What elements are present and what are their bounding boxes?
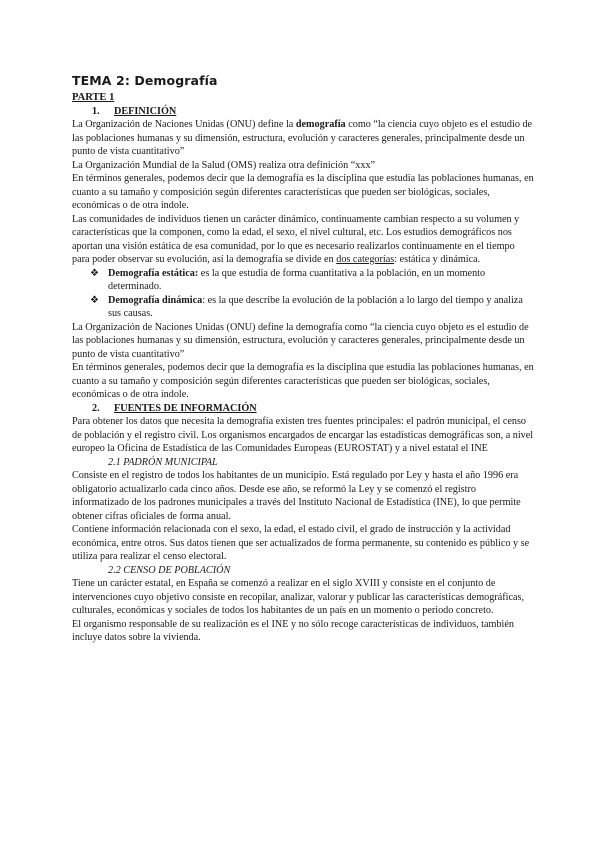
paragraph-general-terms-repeat: En términos generales, podemos decir que la demografía es la disciplina que estudia las poblaciones humanas, en cuanto a su tamaño y composición según diferentes características que pueden ser biológicas, sociales, económicas o de otra índole. [72,362,534,400]
part-heading: PARTE 1 [72,92,115,103]
paragraph-text: : estática y dinámica. [394,254,481,265]
bold-term: Demografía dinámica [108,294,203,306]
paragraph-onu-definition-repeat: La Organización de Naciones Unidas (ONU) define la demografía como “la ciencia cuyo objeto es el estudio de las poblaciones humanas y su dimensión, estructura, evolución y caracteres generales, principalmente desde un punto de vista cuantitativo” [72,321,529,360]
paragraph-censo-2: El organismo responsable de su realización es el INE y no sólo recoge características de individuos, también incluye datos sobre la vivienda. [72,618,514,643]
section-label: FUENTES DE INFORMACIÓN [114,402,257,414]
paragraph-sources: Para obtener los datos que necesita la demografía existen tres fuentes principales: el padrón municipal, el censo de población y el registro civil. Los organismos encargados de encargar las estadísticas demográficas son, a nivel europeo la Oficina de Estadística de las Comunidades Europeas (EUROSTAT) y a nivel estatal el INE [72,416,534,454]
subsection-heading-padron: 2.1 PADRÓN MUNICIPAL [108,456,218,468]
list-item-text: es la que estudia de forma cuantitativa a la población, en un momento determinado. [108,267,486,292]
demography-types-list [72,267,534,321]
section-heading-definicion [72,105,534,119]
bold-term: Demografía estática: [108,267,199,279]
paragraph-text: La Organización de Naciones Unidas (ONU) define la [72,119,296,130]
paragraph-censo-1: Tiene un carácter estatal, en España se comenzó a realizar en el siglo XVIII y consiste en el conjunto de intervenciones cuyo objetivo consiste en recopilar, analizar, valorar y publicar las características demográficas, culturales, económicas y sociales de todos los habitantes de un país en un momento o periodo concreto. [72,578,525,616]
paragraph-text: Las comunidades de individuos tienen un carácter dinámico, continuamente cambian respecto a su volumen y características que la componen, como la edad, el sexo, el nivel cultural, etc. Los estudios demográficos nos aportan una visión estática de esa comunidad, por lo que es necesario realizarlos continuamente en el tiempo para poder observar su evolución, así la demografía se divide en [72,213,520,265]
paragraph-padron-1: Consiste en el registro de todos los habitantes de un municipio. Está regulado por Ley y hasta el año 1996 era obligatorio actualizarlo cada cinco años. Desde ese año, se reformó la Ley y se comenzó el registro informatizado de los padrones municipales a través del Instituto Nacional de Estadística (INE), lo que permite obtener cifras oficiales de forma anual. [72,470,521,522]
section-label: DEFINICIÓN [114,105,177,117]
bold-term: demografía [295,119,346,130]
paragraph-communities [72,213,534,267]
paragraph-text: como “la ciencia cuyo objeto es el estudio de las poblaciones humanas y su dimensión, estructura, evolución y caracteres generales, principalmente desde un punto de vista cuantitativo” [72,119,533,157]
diamond-bullet-icon: ❖ [90,267,99,279]
section-number: 1. [92,105,100,117]
paragraph-onu-definition [72,118,534,159]
paragraph-padron-2: Contiene información relacionada con el sexo, la edad, el estado civil, el grado de instrucción y la actividad económica, entre otros. Sus datos tienen que ser actualizados de forma permanente, su contenido es público y se utiliza para realizar el censo electoral. [72,524,530,562]
list-item [90,267,534,294]
paragraph-oms-definition: La Organización Mundial de la Salud (OMS) realiza otra definición “xxx” [72,159,376,171]
subsection-heading-censo: 2.2 CENSO DE POBLACIÓN [108,564,231,576]
section-number: 2. [92,402,100,414]
diamond-bullet-icon: ❖ [90,294,99,306]
section-heading-fuentes [72,402,534,416]
paragraph-general-terms: En términos generales, podemos decir que la demografía es la disciplina que estudia las poblaciones humanas, en cuanto a su tamaño y composición según diferentes características que pueden ser biológicas, sociales, económicas o de otra índole. [72,173,534,211]
list-item-text: : es la que describe la evolución de la población a lo largo del tiempo y analiza sus causas. [108,294,523,319]
document-content [72,73,534,645]
list-item [90,294,534,321]
document-title: TEMA 2: Demografía [72,73,218,88]
underlined-term: dos categorías [336,254,395,265]
